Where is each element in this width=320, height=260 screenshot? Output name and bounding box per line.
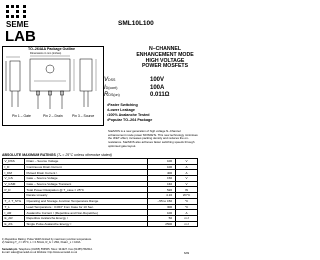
rating-symbol: I_DM [3, 170, 25, 176]
rating-symbol: T_L [3, 204, 25, 210]
device-type-line: HIGH VOLTAGE [145, 57, 185, 64]
pin-2-label: Pin 2 – Drain [43, 114, 63, 118]
semelab-logo [4, 3, 44, 43]
rating-symbol: V_DSS [3, 159, 25, 165]
rating-parameter: Single Pulse Avalanche Energy ² [24, 221, 147, 227]
rating-parameter: Lead Temperature : 0.063" from Case for 10 Sec. [24, 204, 147, 210]
rating-parameter: Repetitive Avalanche Energy ¹ [24, 215, 147, 221]
spec-value: 100V [150, 77, 165, 83]
rating-parameter: Continuous Drain Current [24, 164, 147, 170]
rating-parameter: Gate – Source Voltage Transient [24, 181, 147, 187]
rating-parameter: Derate Linearly [24, 193, 147, 199]
rating-value: –55 to 150 [148, 198, 176, 204]
ratings-condition: (Tₐ = 25°C unless otherwise stated) [56, 153, 112, 157]
footnotes [2, 238, 92, 245]
feature-item: • Faster Switching [107, 103, 152, 108]
rating-symbol: I_AR [3, 210, 25, 216]
rating-symbol: P_D [3, 187, 25, 193]
spec-symbol: VDSS [104, 77, 116, 83]
spec-value: 0.011Ω [150, 92, 170, 99]
spec-id [104, 85, 198, 93]
rating-value: 400 [148, 170, 176, 176]
rating-value: 300 [148, 204, 176, 210]
rating-unit: V [176, 181, 198, 187]
rating-unit: °C [176, 198, 198, 204]
device-type-line: POWER MOSFETS [141, 63, 189, 70]
spec-rdson [104, 92, 198, 100]
rating-parameter: Drain – Source Voltage [24, 159, 147, 165]
rating-parameter: Gate – Source Voltage [24, 176, 147, 182]
footnote: 1) Repetitive Rating: Pulse Width limited by maximum junction temperature. [2, 238, 92, 241]
rating-unit: W [176, 187, 198, 193]
package-drawing [4, 55, 102, 112]
company-name: Semelab plc. [2, 248, 18, 251]
company-footer [2, 248, 93, 254]
rating-value: 50 [148, 215, 176, 221]
logo-text-top: SEME [6, 20, 29, 29]
rating-value: ±40 [148, 181, 176, 187]
pin-3-label: Pin 3 – Source [72, 114, 95, 118]
rating-unit: V [176, 159, 198, 165]
rating-unit: °C [176, 204, 198, 210]
contact-line: Telephone (01455) 556565. Telex: 341927. Fax (01455) 552612. [18, 248, 93, 251]
description: StarMOS is a new generation of high voltage N–Channel enhancement mode power MOSFETs. This new technology minimises the JFET effect, increases packing density and reduces the on-resistance. StarMOS also achieves faster switching speeds through optimised gate layout. [108, 129, 198, 148]
package-dimension-note: Dimensions in mm (inches) [30, 51, 62, 55]
rating-symbol: T_J, T_STG [3, 198, 25, 204]
device-type [132, 47, 198, 70]
rating-symbol: I_D [3, 164, 25, 170]
rating-symbol: E_AR [3, 215, 25, 221]
document-number: 6/99 [184, 252, 190, 255]
device-type-line: N–CHANNEL [149, 46, 181, 52]
logo-text-bottom: LAB [5, 28, 36, 43]
package-title: TO–264AA Package Outline [28, 47, 75, 51]
part-number: SML10L100 [118, 20, 154, 27]
rating-parameter: Total Power Dissipation @ T_case = 25°C [24, 187, 147, 193]
rating-parameter: Pulsed Drain Current ¹ [24, 170, 147, 176]
contact-line: E-mail: sales@semelab.co.uk Website: http://www.semelab.co.uk [2, 251, 78, 255]
rating-value: 100 [148, 210, 176, 216]
device-type-line: ENHANCEMENT MODE [136, 51, 194, 58]
rating-symbol: E_AS [3, 221, 25, 227]
rating-value: 100 [148, 164, 176, 170]
key-specs [104, 77, 198, 100]
rating-unit: A [176, 210, 198, 216]
ratings-title [2, 153, 112, 157]
spec-symbol: ID(cont) [104, 84, 118, 91]
pin-1-label: Pin 1 – Gate [12, 114, 31, 118]
rating-unit: mJ [176, 215, 198, 221]
rating-value: ±30 [148, 176, 176, 182]
rating-symbol: V_GS [3, 176, 25, 182]
rating-value: 4.16 [148, 193, 176, 199]
rating-value: 100 [148, 159, 176, 165]
rating-unit: W/°C [176, 193, 198, 199]
rating-unit: mJ [176, 221, 198, 227]
spec-symbol: RDS(on) [104, 92, 120, 99]
ratings-row [3, 221, 198, 227]
feature-item: • Lower Leakage [107, 108, 152, 113]
rating-unit: A [176, 164, 198, 170]
spec-value: 100A [150, 84, 165, 91]
feature-item: • Popular TO–264 Package [107, 118, 152, 123]
rating-unit: A [176, 170, 198, 176]
feature-item: • 100% Avalanche Tested [107, 113, 152, 118]
ratings-heading: ABSOLUTE MAXIMUM RATINGS [2, 153, 56, 157]
rating-unit: V [176, 176, 198, 182]
footnote: 2) Starting T_J = 25°C, L = 0.50mH, R_G = 25Ω, Peak I_L = 100A [2, 241, 81, 245]
spec-vdss [104, 77, 198, 85]
rating-parameter: Avalanche Current ¹ (Repetitive and Non-Repetitive) [24, 210, 147, 216]
rating-parameter: Operating and Storage Junction Temperature Range [24, 198, 147, 204]
rating-value: 520 [148, 187, 176, 193]
rating-value: 2500 [148, 221, 176, 227]
rating-symbol: V_GSM [3, 181, 25, 187]
feature-list [107, 103, 152, 123]
ratings-table [2, 158, 198, 227]
